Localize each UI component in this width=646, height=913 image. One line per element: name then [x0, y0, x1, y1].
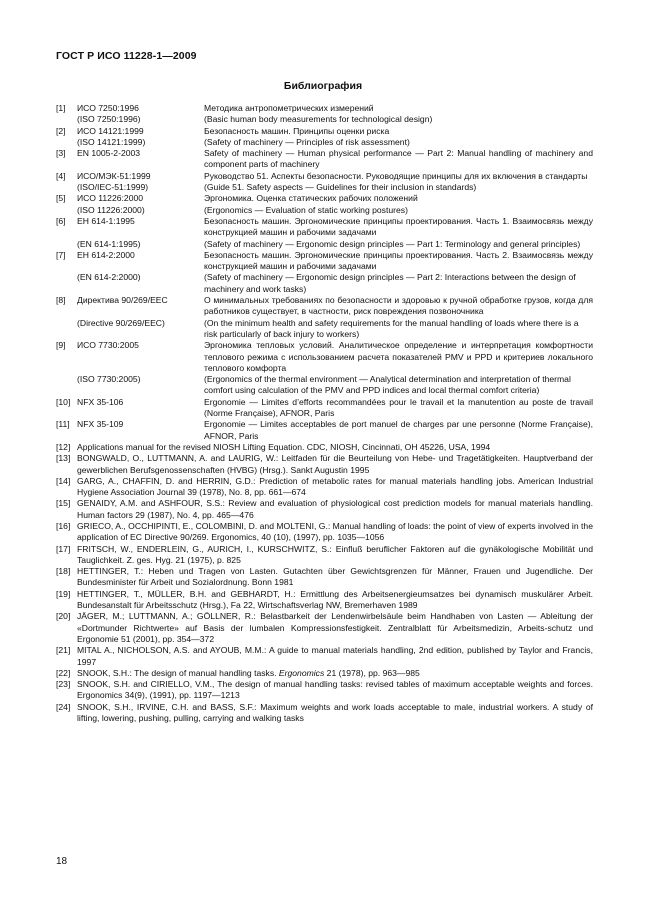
- entry-number: [4]: [56, 170, 66, 181]
- entry-number: [21]: [56, 645, 71, 656]
- journal-name: Ergonomics: [278, 667, 325, 678]
- entry-number: [22]: [56, 667, 71, 678]
- entry-title-translation: (Guide 51. Safety aspects — Guidelines for their inclusion in standards): [204, 182, 477, 193]
- entry-number: [5]: [56, 193, 66, 204]
- entry-title: Методика антропометрических измерений: [204, 103, 374, 113]
- entry-title-translation: (Safety of machinery — Ergonomic design principles — Part 2: Interactions between the design of machinery and work tasks): [204, 272, 576, 294]
- bibliography-title: Библиография: [283, 80, 363, 92]
- bibliography-entry: [56, 668, 593, 679]
- standard-designation: ГОСТ Р ИСО 11228-1—2009: [56, 50, 197, 62]
- entry-number: [19]: [56, 588, 71, 599]
- entry-number: [10]: [56, 396, 71, 407]
- bibliography-entry: [56, 295, 593, 340]
- entry-code: EN 1005-2-2003: [77, 148, 141, 159]
- bibliography-entry: [56, 544, 593, 567]
- entry-code: NFX 35-106: [77, 396, 124, 407]
- entry-code-translation: (ISO 14121:1999): [77, 136, 146, 147]
- entry-text: SNOOK, S.H., IRVINE, C.H. and BASS, S.F.: Maximum weights and work loads acceptable to male, industrial workers. A study of lifting, lowering, pushing, pulling, carrying and walking tasks: [77, 701, 593, 724]
- entry-text: JÄGER, M.; LUTTMANN, A.; GÖLLNER, R.: Belastbarkeit der Lendenwirbelsäule beim Handhaben von Lasten — Ableitung der «Dortmunder Richtwerte» auf Basis der lumbalen Kompressionsfestigkeit. Zentralblatt für Arbeitsmedizin, Arbeits-schutz und Ergonomie 51 (2001), pp. 354—372: [77, 611, 593, 644]
- entry-title: Safety of machinery — Human physical performance — Part 2: Manual handling of machinery and component parts of machinery: [204, 148, 593, 170]
- entry-title-translation: (Ergonomics of the thermal environment — Analytical determination and interpretation of thermal comfort using calculation of the PMV and PPD indices and local thermal comfort criteria): [204, 374, 571, 396]
- entry-number: [11]: [56, 419, 70, 430]
- entry-text: BONGWALD, O., LUTTMANN, A. and LAURIG, W.: Leitfaden für die Beurteilung von Hebe- und Tragetätigkeiten. Hauptverband der gewerblichen Berufsgenossenschaften (HVBG) (Hrsg.). Sankt Augustin 1995: [77, 453, 593, 475]
- entry-title: Безопасность машин. Эргономические принципы проектирования. Часть 1. Взаимосвязь между конструкцией машин и рабочими задачами: [204, 215, 593, 238]
- entry-title: Эргономика. Оценка статических рабочих положений: [204, 193, 418, 204]
- bibliography-entry: [56, 645, 593, 668]
- entry-title: Безопасность машин. Эргономические принципы проектирования. Часть 2. Взаимосвязь между конструкцией машин и рабочими задачами: [204, 249, 593, 272]
- entry-number: [2]: [56, 125, 66, 136]
- entry-text: HETTINGER, T., MÜLLER, B.H. and GEBHARDT, H.: Ermittlung des Arbeitsenergieumsatzes bei dynamisch muskulärer Arbeit. Bundesanstalt für Arbeitsschutz (Hrsg.), Fa 22, Wirtschaftsverlag NW, Bremerhaven 1989: [77, 588, 593, 611]
- bibliography-entry: [56, 453, 593, 476]
- entry-title: Руководство 51. Аспекты безопасности. Руководящие принципы для их включения в стандарты: [204, 170, 588, 181]
- bibliography-entry: [56, 340, 593, 396]
- entry-text: GARG, A., CHAFFIN, D. and HERRIN, G.D.: Prediction of metabolic rates for manual materials handling jobs. American Industrial Hygiene Association Journal 39 (1978), No. 8, pp. 661—674: [77, 475, 593, 498]
- entry-number: [8]: [56, 295, 66, 306]
- entry-code-translation: (ISO/IEC-51:1999): [77, 182, 149, 193]
- bibliography-entry: [56, 521, 593, 544]
- bibliography-entry: [56, 171, 593, 194]
- entry-code: ИСО 11226:2000: [77, 193, 144, 204]
- entry-code-translation: (ISO 11226:2000): [77, 204, 145, 215]
- entry-text: GENAIDY, A.M. and ASHFOUR, S.S.: Review and evaluation of physiological cost prediction models for manual materials handling. Human factors 29 (1987), No. 4, pp. 465—476: [77, 498, 593, 520]
- entry-number: [9]: [56, 340, 66, 351]
- entry-code-translation: (ISO 7730:2005): [77, 374, 141, 385]
- entry-code-translation: (EN 614-1:1995): [77, 238, 141, 249]
- entry-title: Ergonomie — Limites d’efforts recommandées pour le travail et la manutention au poste de travail (Norme Française), AFNOR, Paris: [204, 396, 593, 419]
- entry-title: Ergonomie — Limites acceptables de port manuel de charges par une personne (Norme Française), AFNOR, Paris: [204, 419, 593, 441]
- entry-number: [12]: [56, 441, 71, 452]
- entry-number: [6]: [56, 215, 66, 226]
- entry-code-translation: (Directive 90/269/EEC): [77, 317, 165, 328]
- entry-text-part: SNOOK, S.H.: The design of manual handling tasks.: [77, 667, 279, 678]
- entry-number: [15]: [56, 498, 71, 509]
- entry-code: NFX 35-109: [77, 419, 124, 430]
- entry-title-translation: (Basic human body measurements for technological design): [204, 114, 433, 125]
- bibliography-entry: [56, 476, 593, 499]
- entry-number: [3]: [56, 148, 66, 159]
- entry-text: HETTINGER, T.: Heben und Tragen von Lasten. Gutachten über Gewichtsgrenzen für Männer, Frauen und Jugendliche. Der Bundesminister für Arbeit und Sozialordnung. Bonn 1981: [77, 566, 593, 588]
- entry-text: FRITSCH, W., ENDERLEIN, G., AURICH, I., KURSCHWITZ, S.: Einfluß beruflicher Faktoren auf die gynäkologische Mobilität und Tauglichkeit. Z. ges. Hyg. 21 (1975), p. 825: [77, 543, 593, 565]
- bibliography-list: [56, 103, 593, 724]
- entry-code: Директива 90/269/ЕЕС: [77, 295, 168, 306]
- entry-code: ИСО 7730:2005: [77, 340, 139, 351]
- entry-number: [1]: [56, 103, 66, 113]
- bibliography-entry: [56, 126, 593, 149]
- bibliography-entry: [56, 193, 593, 216]
- bibliography-entry: [56, 498, 593, 521]
- entry-text: Applications manual for the revised NIOSH Lifting Equation. CDC, NIOSH, Cincinnati, OH 45226, USA, 1994: [77, 441, 491, 452]
- entry-code: ИСО 7250:1996: [77, 103, 139, 113]
- entry-text: [77, 668, 593, 679]
- entry-text: MITAL A., NICHOLSON, A.S. and AYOUB, M.M.: A guide to manual materials handling, 2nd edition, published by Taylor and Francis, 1997: [77, 645, 593, 667]
- entry-number: [17]: [56, 543, 71, 554]
- entry-title-translation: (Safety of machinery — Ergonomic design principles — Part 1: Terminology and general principles): [204, 238, 581, 249]
- entry-code: ИСО 14121:1999: [77, 125, 144, 136]
- entry-number: [16]: [56, 520, 71, 531]
- entry-text: GRIECO, A., OCCHIPINTI, E., COLOMBINI, D. and MOLTENI, G.: Manual handling of loads: the point of view of experts involved in the application of EC Directive 90/269. Ergonomics, 40 (10), (1997), pp. 1035—1056: [77, 520, 593, 543]
- entry-text-part: 21 (1978), pp. 963—985: [324, 667, 420, 678]
- bibliography-entry: [56, 566, 593, 589]
- entry-number: [20]: [56, 611, 71, 622]
- entry-number: [18]: [56, 566, 71, 577]
- entry-number: [23]: [56, 679, 71, 690]
- bibliography-entry: [56, 702, 593, 725]
- entry-title: О минимальных требованиях по безопасности и здоровью к ручной обработке грузов, когда для работников существует, в частности, риск повреждения позвоночника: [204, 295, 593, 317]
- entry-title: Безопасность машин. Принципы оценки риска: [204, 125, 390, 136]
- bibliography-entry: [56, 250, 593, 295]
- entry-code-translation: (ISO 7250:1996): [77, 114, 141, 125]
- bibliography-entry: [56, 679, 593, 702]
- entry-number: [7]: [56, 249, 66, 260]
- bibliography-entry: [56, 103, 593, 126]
- entry-code: ЕН 614-2:2000: [77, 249, 135, 260]
- bibliography-entry: [56, 397, 593, 420]
- bibliography-entry: [56, 442, 593, 453]
- page-number: 18: [56, 856, 68, 867]
- entry-title-translation: (On the minimum health and safety requirements for the manual handling of loads where there is a risk particularly of back injury to workers): [204, 317, 579, 339]
- bibliography-entry: [56, 419, 593, 442]
- entry-code-translation: (EN 614-2:2000): [77, 272, 141, 283]
- entry-title: Эргономика тепловых условий. Аналитическое определение и интерпретация комфортности теплового режима с использованием расчета показателей PMV и PPD и критериев локального теплового комфорта: [204, 340, 593, 373]
- entry-code: ЕН 614-1:1995: [77, 215, 135, 226]
- entry-number: [14]: [56, 475, 71, 486]
- bibliography-entry: [56, 589, 593, 612]
- entry-code: ИСО/МЭК-51:1999: [77, 170, 151, 181]
- entry-title-translation: (Safety of machinery — Principles of risk assessment): [204, 136, 410, 147]
- entry-title-translation: (Ergonomics — Evaluation of static working postures): [204, 204, 408, 215]
- bibliography-entry: [56, 216, 593, 250]
- bibliography-entry: [56, 148, 593, 171]
- bibliography-entry: [56, 611, 593, 645]
- entry-number: [24]: [56, 701, 71, 712]
- entry-text: SNOOK, S.H. and CIRIELLO, V.M., The design of manual handling tasks: revised tables of maximum acceptable weights and forces. Ergonomics 34(9), (1991), pp. 1197—1213: [77, 679, 593, 701]
- entry-number: [13]: [56, 453, 71, 464]
